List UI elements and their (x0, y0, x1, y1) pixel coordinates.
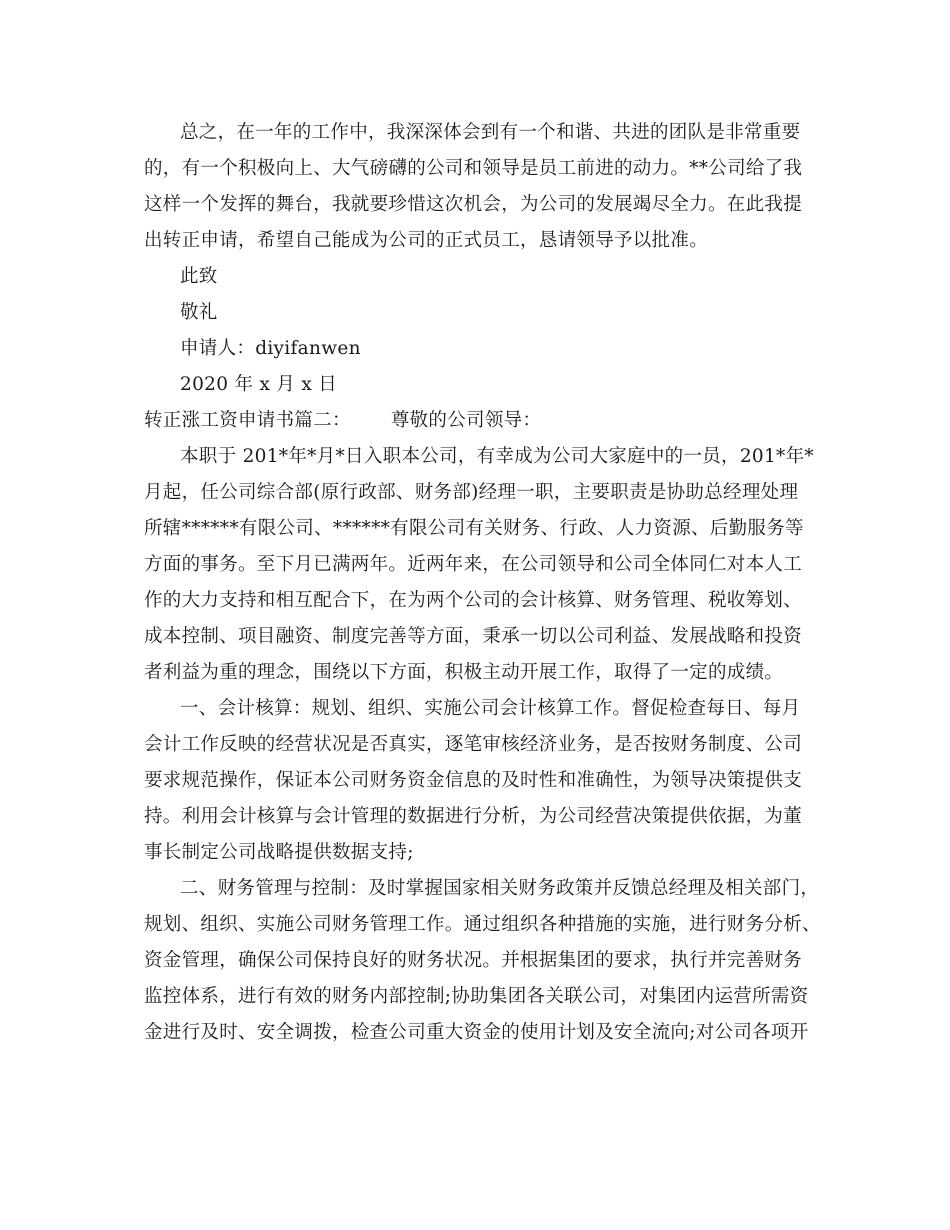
paragraph-line: 所辖******有限公司、******有限公司有关财务、行政、人力资源、后勤服务等 (144, 518, 804, 539)
paragraph-line: 监控体系，进行有效的财务内部控制;协助集团各关联公司，对集团内运营所需资 (144, 986, 809, 1007)
paragraph-line: 这样一个发挥的舞台，我就要珍惜这次机会，为公司的发展竭尽全力。在此我提 (144, 194, 803, 215)
paragraph-line: 成本控制、项目融资、制度完善等方面，秉承一切以公司利益、发展战略和投资 (144, 626, 803, 647)
section-heading (144, 409, 541, 433)
paragraph-line: 方面的事务。至下月已满两年。近两年来，在公司领导和公司全体同仁对本人工 (144, 554, 803, 575)
closing-line: 敬礼 (180, 302, 218, 323)
paragraph-line: 金进行及时、安全调拨，检查公司重大资金的使用计划及安全流向;对公司各项开 (144, 1022, 809, 1043)
paragraph-line: 出转正申请，希望自己能成为公司的正式员工，恳请领导予以批准。 (144, 230, 709, 251)
paragraph-line: 要求规范操作，保证本公司财务资金信息的及时性和准确性，为领导决策提供支 (144, 770, 803, 791)
paragraph-line: 本职于 201*年*月*日入职本公司，有幸成为公司大家庭中的一员，201*年* (180, 446, 814, 467)
paragraph-line: 总之，在一年的工作中，我深深体会到有一个和谐、共进的团队是非常重要 (180, 122, 801, 143)
paragraph-line: 者利益为重的理念，围绕以下方面，积极主动开展工作，取得了一定的成绩。 (144, 662, 784, 683)
paragraph-line: 规划、组织、实施公司财务管理工作。通过组织各种措施的实施，进行财务分析、 (144, 914, 821, 935)
closing-line: 此致 (180, 266, 218, 287)
paragraph-line: 一、会计核算：规划、组织、实施公司会计核算工作。督促检查每日、每月 (180, 698, 801, 719)
salutation: 尊敬的公司领导： (390, 410, 542, 431)
paragraph-line: 资金管理，确保公司保持良好的财务状况。并根据集团的要求，执行并完善财务 (144, 950, 803, 971)
paragraph-line: 持。利用会计核算与会计管理的数据进行分析，为公司经营决策提供依据，为董 (144, 806, 803, 827)
paragraph-line: 月起，任公司综合部(原行政部、财务部)经理一职，主要职责是协助总经理处理 (144, 482, 799, 503)
paragraph-line: 二、财务管理与控制：及时掌握国家相关财务政策并反馈总经理及相关部门， (180, 878, 820, 899)
section-title: 转正涨工资申请书篇二： (144, 410, 351, 431)
date-line: 2020 年 x 月 x 日 (180, 374, 338, 395)
paragraph-line: 作的大力支持和相互配合下，在为两个公司的会计核算、财务管理、税收筹划、 (144, 590, 803, 611)
paragraph-line: 的，有一个积极向上、大气磅礴的公司和领导是员工前进的动力。**公司给了我 (144, 158, 803, 179)
paragraph-line: 事长制定公司战略提供数据支持; (144, 842, 414, 863)
applicant-line: 申请人：diyifanwen (180, 338, 361, 359)
paragraph-line: 会计工作反映的经营状况是否真实，逐笔审核经济业务，是否按财务制度、公司 (144, 734, 803, 755)
